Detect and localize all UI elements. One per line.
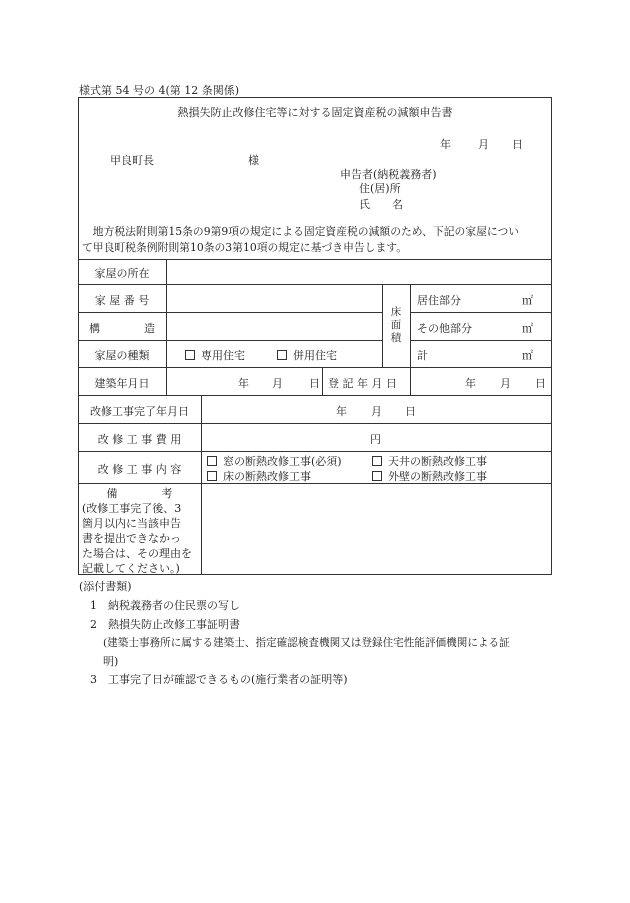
attachments-heading: (添付書類) (79, 580, 132, 593)
content-option-ceiling: 天井の断熱改修工事 (372, 453, 487, 469)
checkbox-icon (277, 350, 287, 360)
built-date-label: 建築年月日 (94, 377, 150, 390)
grid-line (78, 451, 552, 452)
cost-label: 改 修 工 事 費 用 (97, 433, 182, 446)
area-unit: ㎡ (522, 294, 533, 307)
remarks-line: 箇月以内に当該申告 (82, 517, 181, 530)
statement-line-1: 地方税法附則第15条の9第9項の規定による固定資産税の減額のため、下記の家屋につい (82, 225, 520, 238)
house-number-label: 家 屋 番 号 (94, 294, 150, 307)
grid-line (410, 284, 411, 395)
other-area-label: その他部分 (417, 322, 472, 335)
content-label: 改 修 工 事 内 容 (97, 463, 182, 476)
remarks-line: 記載してください。) (82, 562, 180, 575)
built-year: 年 (238, 377, 249, 390)
floor-area-label: 床面積 (390, 306, 402, 344)
grid-line (166, 259, 167, 395)
registered-year: 年 (465, 377, 476, 390)
checkbox-icon (372, 471, 382, 481)
applicant-address-label: 住(居)所 (359, 182, 401, 195)
grid-line (201, 395, 202, 575)
total-area-label: 計 (417, 349, 428, 362)
checkbox-icon (207, 471, 217, 481)
applicant-heading: 申告者(納税義務者) (340, 168, 437, 181)
form-number: 様式第 54 号の 4(第 12 条関係) (79, 84, 240, 97)
residential-label: 居住部分 (417, 294, 461, 307)
grid-line (78, 340, 382, 341)
attachment-item-1: 1 納税義務者の住民票の写し (90, 599, 240, 612)
attachment-item-2-note: (建築士事務所に属する建築士、指定確認検査機関又は登録住宅性能評価機関による証 (103, 637, 510, 649)
grid-line (322, 367, 323, 395)
grid-line (78, 367, 552, 368)
completion-day: 日 (405, 405, 416, 418)
location-label: 家屋の所在 (94, 267, 150, 280)
registered-date-label: 登 記 年 月 日 (328, 377, 397, 390)
grid-line (78, 395, 552, 396)
area-unit: ㎡ (522, 349, 533, 362)
house-type-option-exclusive: 専用住宅 (185, 347, 245, 363)
grid-line (78, 259, 552, 260)
built-day: 日 (309, 377, 320, 390)
statement-line-2: て甲良町税条例附則第10条の3第10項の規定に基づき申告します。 (82, 241, 407, 254)
grid-line (410, 312, 552, 313)
house-type-option-combined: 併用住宅 (277, 347, 337, 363)
structure-label: 構 造 (89, 322, 155, 335)
attachment-item-2-note-end: 明) (103, 655, 119, 668)
remarks-line: (改修工事完了後、3 (82, 502, 182, 515)
checkbox-icon (372, 456, 382, 466)
content-option-window: 窓の断熱改修工事(必須) (207, 453, 342, 469)
remarks-line: た場合は、その理由を (82, 547, 192, 560)
built-month: 月 (272, 377, 283, 390)
completion-date-label: 改修工事完了年月日 (90, 405, 189, 418)
content-option-wall: 外壁の断熱改修工事 (372, 468, 487, 484)
house-type-label: 家屋の種類 (94, 349, 150, 362)
grid-line (78, 284, 552, 285)
form-title: 熱損失防止改修住宅等に対する固定資産税の減額申告書 (177, 106, 453, 119)
attachment-item-2: 2 熱損失防止改修工事証明書 (90, 618, 240, 631)
cost-unit: 円 (370, 433, 381, 446)
attachment-item-3: 3 工事完了日が確認できるもの(施行業者の証明等) (90, 673, 348, 686)
remarks-title: 備 考 (106, 487, 173, 500)
grid-line (410, 340, 552, 341)
completion-month: 月 (371, 405, 382, 418)
registered-day: 日 (535, 377, 546, 390)
registered-month: 月 (500, 377, 511, 390)
applicant-name-label: 氏 名 (359, 198, 403, 211)
grid-line (78, 423, 552, 424)
checkbox-icon (207, 456, 217, 466)
completion-year: 年 (336, 405, 347, 418)
date-year: 年 (440, 138, 451, 151)
area-unit: ㎡ (522, 322, 533, 335)
content-option-floor: 床の断熱改修工事 (207, 468, 311, 484)
grid-line (78, 312, 382, 313)
remarks-line: 書を提出できなかっ (82, 532, 181, 545)
addressee-honorific: 様 (248, 154, 259, 167)
date-month: 月 (478, 138, 489, 151)
date-day: 日 (512, 138, 523, 151)
addressee-name: 甲良町長 (110, 154, 154, 167)
checkbox-icon (185, 350, 195, 360)
